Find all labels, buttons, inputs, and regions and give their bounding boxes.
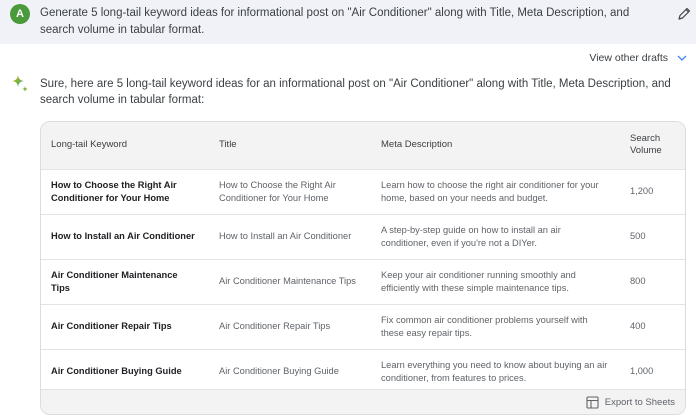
- export-to-sheets-label: Export to Sheets: [604, 396, 675, 408]
- cell-title: Air Conditioner Repair Tips: [209, 304, 371, 349]
- answer-intro: Sure, here are 5 long-tail keyword ideas for an informational post on "Air Conditioner" along with Title, Meta Description, and search volume in tabular format:: [40, 78, 671, 106]
- cell-meta: Fix common air conditioner problems yourself with these easy repair tips.: [371, 304, 620, 349]
- cell-title: Air Conditioner Buying Guide: [209, 349, 371, 394]
- table-row: [41, 169, 686, 214]
- cell-title: Air Conditioner Maintenance Tips: [209, 259, 371, 304]
- cell-meta: A step-by-step guide on how to install an air conditioner, even if you're not a DIYer.: [371, 214, 620, 259]
- cell-meta: Learn everything you need to know about buying an air conditioner, from features to prices.: [371, 349, 620, 394]
- cell-volume: 800: [620, 259, 686, 304]
- chevron-down-icon: [676, 52, 688, 64]
- cell-keyword: Air Conditioner Maintenance Tips: [41, 259, 209, 304]
- cell-meta: Learn how to choose the right air conditioner for your home, based on your needs and budget.: [371, 169, 620, 214]
- pencil-icon[interactable]: [676, 6, 692, 22]
- header-keyword: Long-tail Keyword: [51, 139, 128, 151]
- export-to-sheets-button[interactable]: [41, 389, 685, 414]
- table-row: [41, 259, 686, 304]
- header-meta: Meta Description: [381, 139, 453, 151]
- user-avatar: A: [10, 4, 30, 24]
- cell-keyword: Air Conditioner Buying Guide: [41, 349, 209, 394]
- cell-meta: Keep your air conditioner running smoothly and efficiently with these simple maintenance tips.: [371, 259, 620, 304]
- cell-volume: 1,200: [620, 169, 686, 214]
- table-row: [41, 214, 686, 259]
- table-row: [41, 304, 686, 349]
- cell-keyword: Air Conditioner Repair Tips: [41, 304, 209, 349]
- prompt-text: Generate 5 long-tail keyword ideas for informational post on "Air Conditioner" along with Title, Meta Description, and search volume in tabular format.: [40, 7, 630, 36]
- cell-keyword: How to Choose the Right Air Conditioner for Your Home: [41, 169, 209, 214]
- view-other-drafts-label: View other drafts: [589, 52, 668, 64]
- table-row: [41, 349, 686, 394]
- cell-title: How to Choose the Right Air Conditioner for Your Home: [209, 169, 371, 214]
- sparkle-icon: [10, 74, 30, 94]
- header-volume: Search Volume: [630, 133, 662, 157]
- table-header-row: [41, 122, 686, 169]
- cell-volume: 500: [620, 214, 686, 259]
- cell-volume: 400: [620, 304, 686, 349]
- view-other-drafts-button[interactable]: [589, 52, 688, 64]
- keyword-table: [40, 121, 686, 415]
- header-title: Title: [219, 139, 237, 151]
- user-prompt-bar: [0, 0, 696, 44]
- cell-volume: 1,000: [620, 349, 686, 394]
- cell-title: How to Install an Air Conditioner: [209, 214, 371, 259]
- table-icon: [586, 396, 599, 409]
- cell-keyword: How to Install an Air Conditioner: [41, 214, 209, 259]
